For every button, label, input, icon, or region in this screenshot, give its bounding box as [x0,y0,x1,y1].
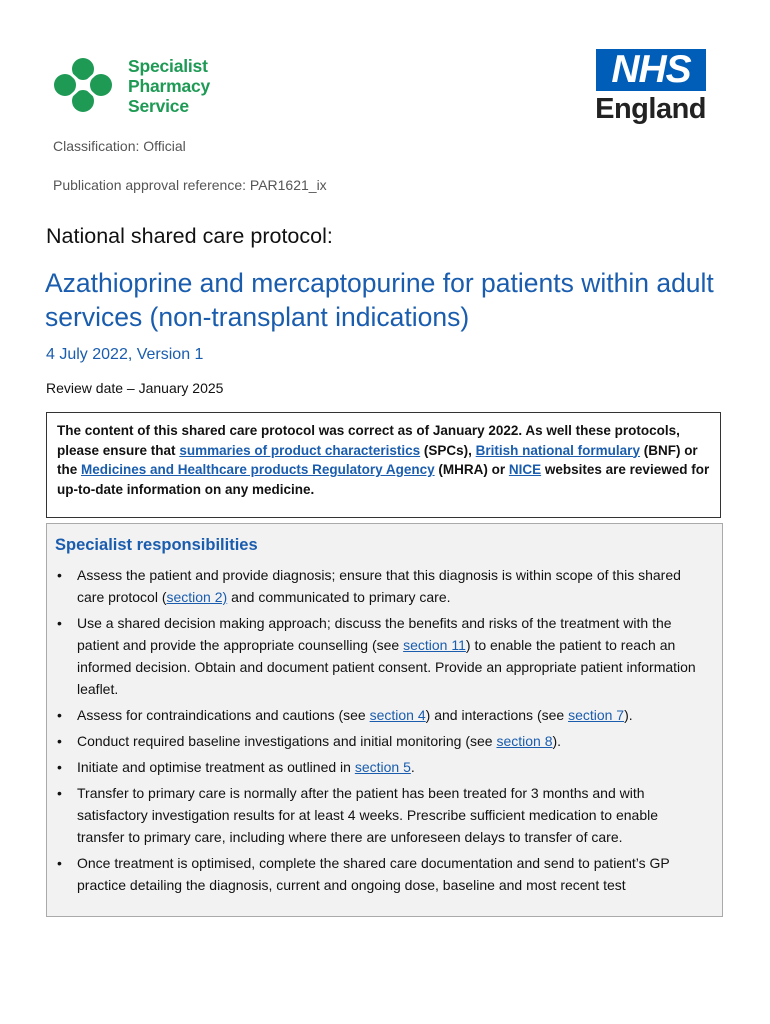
version-date: 4 July 2022, Version 1 [46,346,204,363]
section-2-link[interactable]: section 2) [166,589,228,605]
sps-clover-icon [52,56,114,114]
section-7-link[interactable]: section 7 [568,707,625,723]
nhs-region: England [595,93,706,125]
mhra-link[interactable]: Medicines and Healthcare products Regulatory Agency [81,462,435,477]
protocol-heading: National shared care protocol: [46,224,333,248]
list-item: • Assess the patient and provide diagnosis; ensure that this diagnosis is within scope of this shared care protocol (section 2) and communicated to primary care. [77,564,708,608]
specialist-responsibilities-panel [46,523,723,917]
content-notice [46,412,721,518]
notice-text: The content of this shared care protocol was correct as of January 2022. As well these protocols, please ensure that [57,423,680,458]
list-item: • Once treatment is optimised, complete the shared care documentation and send to patient’s GP practice detailing the diagnosis, current and ongoing dose, baseline and most recent test [77,852,708,896]
notice-text: (MHRA) or [434,462,509,477]
responsibility-list [47,564,722,900]
list-item: • Assess for contraindications and cautions (see section 4) and interactions (see section 7). [77,704,708,726]
section-heading: Specialist responsibilities [55,536,258,554]
nice-link[interactable]: NICE [508,462,542,477]
bnf-link[interactable]: British national formulary [475,442,640,458]
notice-text: (BNF) or the [57,442,698,477]
notice-text: (SPCs), [420,442,476,458]
classification-label: Classification: Official [53,138,186,154]
sps-logo-text: Specialist Pharmacy Service [128,56,211,116]
approval-reference: Publication approval reference: PAR1621_ix [53,177,327,193]
list-item: • Conduct required baseline investigations and initial monitoring (see section 8). [77,730,708,752]
section-5-link[interactable]: section 5 [354,759,411,775]
notice-text: websites are reviewed for up-to-date information on any medicine. [57,462,710,497]
review-date: Review date – January 2025 [46,380,224,396]
section-8-link[interactable]: section 8 [496,733,553,749]
nhs-badge: NHS [596,49,706,91]
list-item: • Use a shared decision making approach; discuss the benefits and risks of the treatment with the patient and provide the appropriate counselling (see section 11) to enable the patient to reach an informed decision. Obtain and document patient consent. Provide an appropriate patient information leaflet. [77,612,708,700]
nhs-england-logo [588,49,706,131]
sps-logo [52,56,242,116]
section-4-link[interactable]: section 4 [369,707,426,723]
document-title: Azathioprine and mercaptopurine for patients within adult services (non-transplant indications) [45,268,714,332]
list-item: • Transfer to primary care is normally after the patient has been treated for 3 months and with satisfactory investigation results for at least 4 weeks. Prescribe sufficient medication to enable transfer to primary care, including where there are unforeseen delays to transfer of care. [77,782,708,848]
spc-link[interactable]: summaries of product characteristics [179,442,421,458]
list-item: • Initiate and optimise treatment as outlined in section 5. [77,756,708,778]
section-11-link[interactable]: section 11 [403,637,466,653]
